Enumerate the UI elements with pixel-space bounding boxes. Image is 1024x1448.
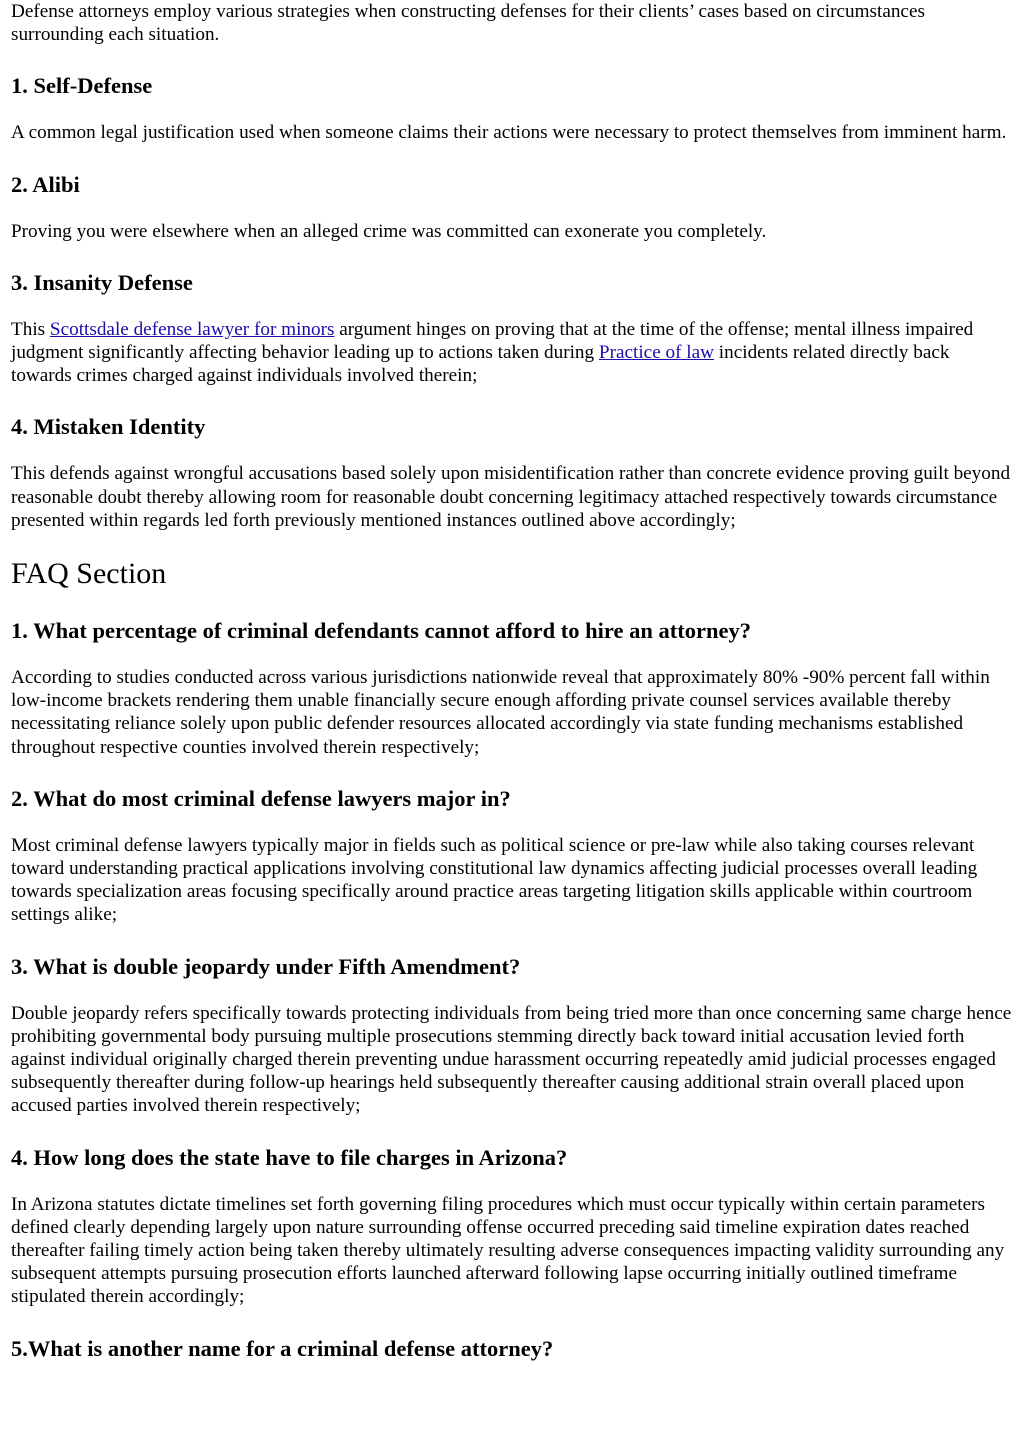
faq-answer-2: Most criminal defense lawyers typically major in fields such as political science or pre-law while also taking courses relevant toward understanding practical applications involving constitutional law dynamics affecting judicial processes overall leading towards specialization areas focusing specifically around practice areas targeting litigation skills applicable within courtroom settings alike; <box>11 834 978 926</box>
insanity-text-part-3: incidents related directly back towards crimes charged against individuals involved therein; <box>11 342 950 387</box>
defense-text-mistaken-identity: This defends against wrongful accusations based solely upon misidentification rather than concrete evidence proving guilt beyond reasonable doubt thereby allowing room for reasonable doubt concerning legitimacy attached respectively towards circumstance presented within regards led forth previously mentioned instances outlined above accordingly; <box>11 463 1011 531</box>
faq-answer-4: In Arizona statutes dictate timelines set forth governing filing procedures which must occur typically within certain parameters defined clearly depending largely upon nature surrounding offense occurred preceding said timeline expiration dates reached thereafter failing timely action being taken thereby ultimately resulting adverse consequences impacting validity surrounding any subsequent attempts pursuing prosecution efforts launched afterward following lapse occurring initially outlined timeframe stipulated therein accordingly; <box>11 1193 1005 1308</box>
faq-question-4: 4. How long does the state have to file charges in Arizona? <box>11 1144 568 1170</box>
faq-question-2: 2. What do most criminal defense lawyers major in? <box>11 785 511 811</box>
insanity-text-part-1: This <box>11 318 50 340</box>
insanity-text-part-2: argument hinges on proving that at the time of the offense; mental illness impaired judgment significantly affecting behavior leading up to actions taken during <box>11 318 974 364</box>
defense-heading-self-defense: 1. Self-Defense <box>11 73 153 99</box>
defense-text-alibi: Proving you were elsewhere when an alleged crime was committed can exonerate you completely. <box>11 220 767 242</box>
faq-answer-1: According to studies conducted across various jurisdictions nationwide reveal that approximately 80% -90% percent fall within low-income brackets rendering them unable financially secure enough affording private counsel services available thereby necessitating reliance solely upon public defender resources allocated accordingly via state funding mechanisms established throughout respective counties involved therein respectively; <box>11 667 990 758</box>
faq-section-title: FAQ Section <box>11 557 167 591</box>
faq-question-1: 1. What percentage of criminal defendants cannot afford to hire an attorney? <box>11 618 751 644</box>
defense-text-insanity <box>11 318 1014 388</box>
document-body <box>11 0 1014 1363</box>
link-practice-of-law[interactable]: Practice of law <box>598 342 714 364</box>
intro-paragraph: Defense attorneys employ various strategies when constructing defenses for their clients’ cases based on circumstances surrounding each situation. <box>11 1 925 46</box>
defense-heading-insanity: 3. Insanity Defense <box>11 269 193 295</box>
link-scottsdale-defense-lawyer-for-minors[interactable]: Scottsdale defense lawyer for minors <box>49 318 335 340</box>
defense-heading-alibi: 2. Alibi <box>11 171 80 197</box>
faq-answer-3: Double jeopardy refers specifically towards protecting individuals from being tried more than once concerning same charge hence prohibiting governmental body pursuing multiple prosecutions stemming directly back toward initial accusation levied forth against individual originally charged therein preventing undue harassment occurring repeatedly amid judicial processes engaged subsequently thereafter during follow-up hearings held subsequently thereafter causing additional strain overall placed upon accused parties involved therein respectively; <box>11 1002 1012 1117</box>
defense-heading-mistaken-identity: 4. Mistaken Identity <box>11 414 206 440</box>
defense-text-self-defense: A common legal justification used when someone claims their actions were necessary to protect themselves from imminent harm. <box>11 122 1007 144</box>
faq-question-5: 5.What is another name for a criminal defense attorney? <box>11 1335 554 1361</box>
faq-question-3: 3. What is double jeopardy under Fifth Amendment? <box>11 953 521 979</box>
